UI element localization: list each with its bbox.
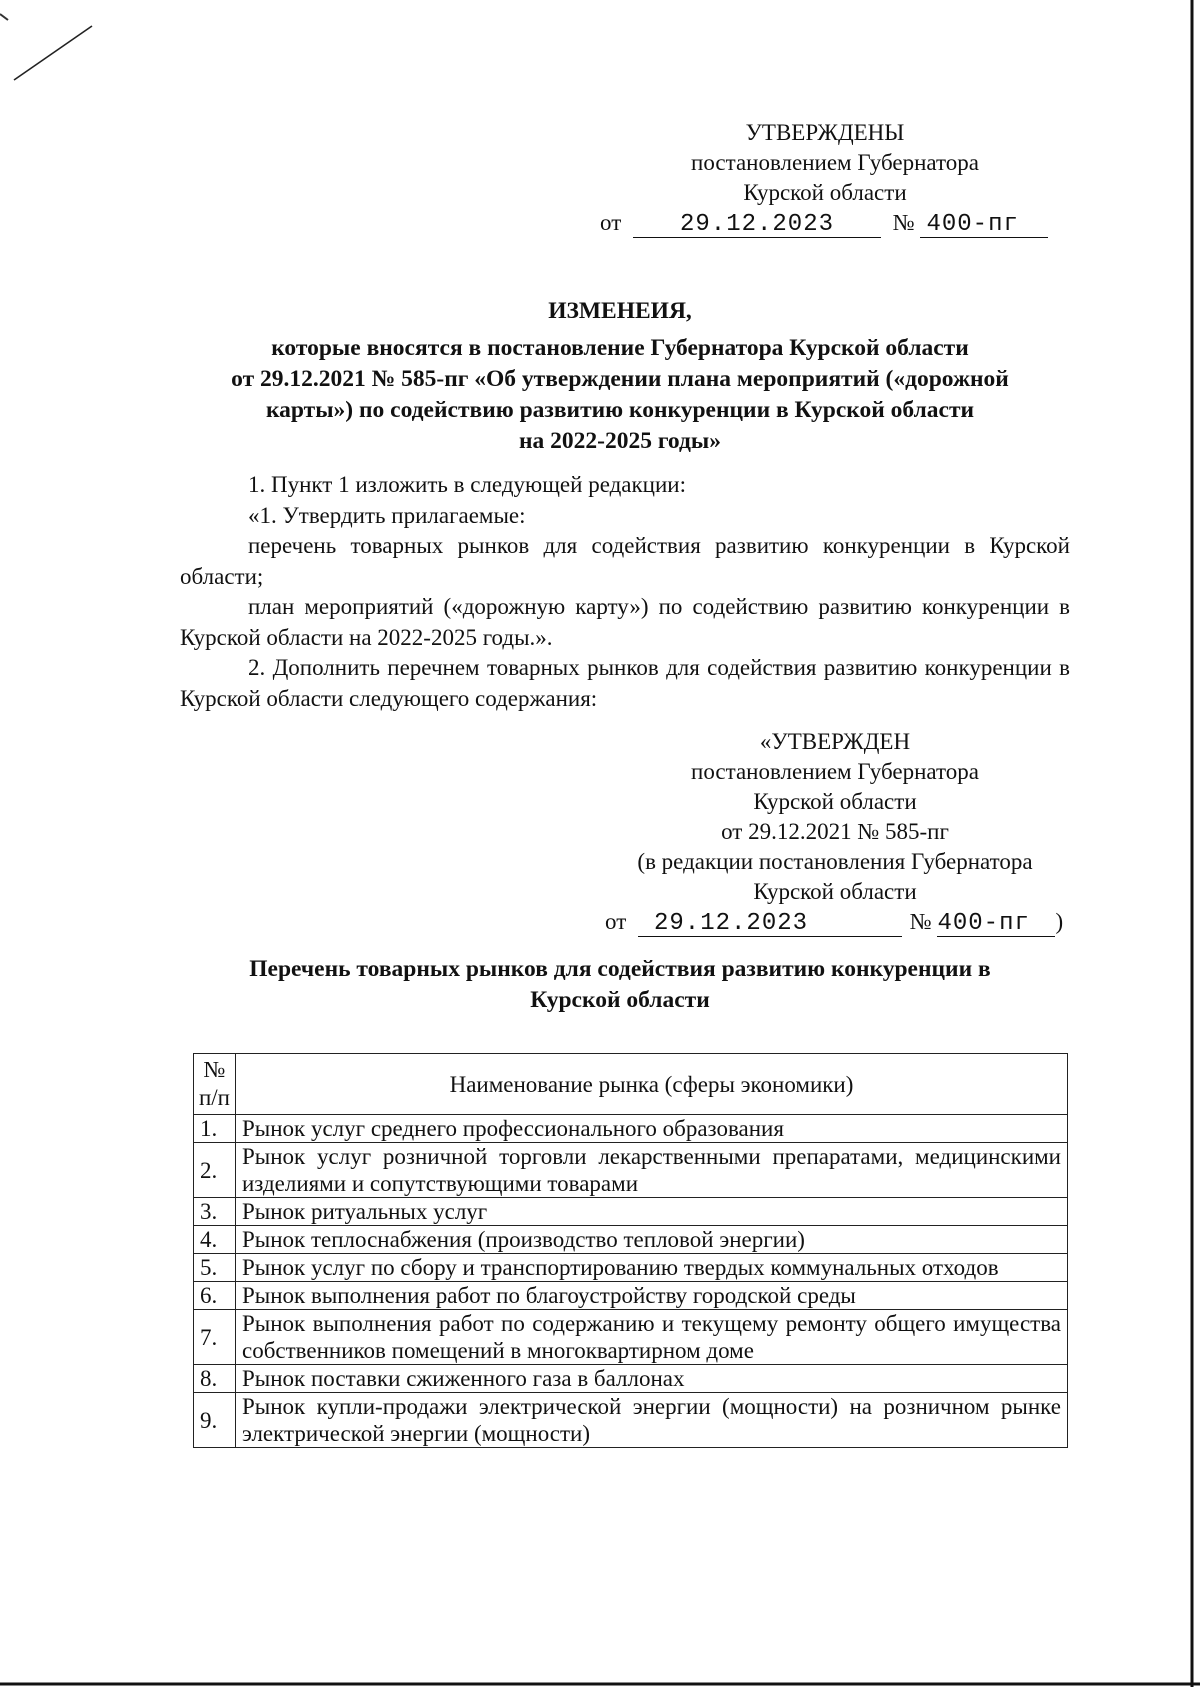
table-row <box>194 1393 1068 1448</box>
approval2-line-4: (в редакции постановления Губернатора <box>637 849 1033 874</box>
paragraph-1: 1. Пункт 1 изложить в следующей редакции: <box>248 472 686 497</box>
approval2-line-3: от 29.12.2021 № 585-пг <box>721 819 949 844</box>
approval-block-2 <box>605 727 1065 937</box>
header-name: Наименование рынка (сферы экономики) <box>236 1054 1068 1115</box>
approval2-number: 400-пг <box>937 912 1055 937</box>
list-title-line-1: Перечень товарных рынков для содействия развитию конкуренции в <box>249 956 991 982</box>
approval-date-row <box>600 208 1050 238</box>
scan-border-bottom <box>0 1680 1200 1687</box>
paragraph-4: план мероприятий («дорожную карту») по содействию развитию конкуренции в Курской области на 2022-2025 годы.». <box>180 594 1070 650</box>
approval-date: 29.12.2023 <box>633 213 881 238</box>
title-main: ИЗМЕНЕИЯ, <box>548 298 692 324</box>
document-title <box>170 296 1070 457</box>
table-row <box>194 1143 1068 1198</box>
table-row <box>194 1226 1068 1254</box>
row-market-name: Рынок услуг среднего профессионального образования <box>236 1115 1068 1143</box>
approval-number-label: № <box>892 210 915 235</box>
title-line-3: карты») по содействию развитию конкуренции в Курской области <box>265 397 975 423</box>
scan-artifact-stroke <box>0 0 120 90</box>
markets-table <box>193 1053 1068 1448</box>
table-row <box>194 1365 1068 1393</box>
row-number: 4. <box>194 1226 236 1254</box>
approval2-line-1: постановлением Губернатора <box>691 759 979 784</box>
row-number: 9. <box>194 1393 236 1448</box>
title-line-2: от 29.12.2021 № 585-пг «Об утверждении плана мероприятий («дорожной <box>231 366 1009 392</box>
approval-number: 400-пг <box>920 213 1048 238</box>
header-num: № п/п <box>194 1054 236 1115</box>
row-number: 3. <box>194 1198 236 1226</box>
row-market-name: Рынок ритуальных услуг <box>236 1198 1068 1226</box>
row-number: 5. <box>194 1254 236 1282</box>
approval2-number-label: № <box>909 909 932 934</box>
table-row <box>194 1198 1068 1226</box>
title-line-4: на 2022-2025 годы» <box>518 428 721 454</box>
body-text <box>180 470 1070 714</box>
approval-block <box>600 118 1050 238</box>
row-market-name: Рынок услуг по сбору и транспортированию твердых коммунальных отходов <box>236 1254 1068 1282</box>
approval-heading: УТВЕРЖДЕНЫ <box>745 120 905 145</box>
table-body <box>194 1115 1068 1448</box>
list-title-line-2: Курской области <box>530 987 710 1013</box>
table-row <box>194 1254 1068 1282</box>
row-number: 2. <box>194 1143 236 1198</box>
row-market-name: Рынок услуг розничной торговли лекарственными препаратами, медицинскими изделиями и сопутствующими товарами <box>236 1143 1068 1198</box>
row-number: 1. <box>194 1115 236 1143</box>
row-market-name: Рынок теплоснабжения (производство тепловой энергии) <box>236 1226 1068 1254</box>
list-title <box>170 954 1070 1016</box>
approval2-line-5: Курской области <box>753 879 917 904</box>
approval2-close: ) <box>1055 909 1064 934</box>
approval2-date: 29.12.2023 <box>638 912 902 937</box>
row-number: 8. <box>194 1365 236 1393</box>
approval2-from-label: от <box>605 909 627 934</box>
paragraph-3: перечень товарных рынков для содействия развитию конкуренции в Курской области; <box>180 533 1070 589</box>
table-row <box>194 1115 1068 1143</box>
approval-line-2: Курской области <box>743 180 907 205</box>
row-market-name: Рынок выполнения работ по благоустройству городской среды <box>236 1282 1068 1310</box>
approval2-line-2: Курской области <box>753 789 917 814</box>
table-header-row <box>194 1054 1068 1115</box>
title-line-1: которые вносятся в постановление Губернатора Курской области <box>271 335 969 361</box>
row-market-name: Рынок поставки сжиженного газа в баллонах <box>236 1365 1068 1393</box>
row-market-name: Рынок выполнения работ по содержанию и текущему ремонту общего имущества собственников помещений в многоквартирном доме <box>236 1310 1068 1365</box>
row-number: 6. <box>194 1282 236 1310</box>
table-row <box>194 1282 1068 1310</box>
approval-line-1: постановлением Губернатора <box>691 150 979 175</box>
approval2-date-row <box>605 907 1065 937</box>
table-row <box>194 1310 1068 1365</box>
approval-from-label: от <box>600 210 622 235</box>
paragraph-2: «1. Утвердить прилагаемые: <box>248 502 526 528</box>
row-market-name: Рынок купли-продажи электрической энергии (мощности) на розничном рынке электрической энергии (мощности) <box>236 1393 1068 1448</box>
row-number: 7. <box>194 1310 236 1365</box>
scan-border-right <box>1188 0 1200 1687</box>
paragraph-5: 2. Дополнить перечнем товарных рынков для содействия развитию конкуренции в Курской области следующего содержания: <box>180 655 1070 711</box>
approval2-heading: «УТВЕРЖДЕН <box>759 729 911 754</box>
